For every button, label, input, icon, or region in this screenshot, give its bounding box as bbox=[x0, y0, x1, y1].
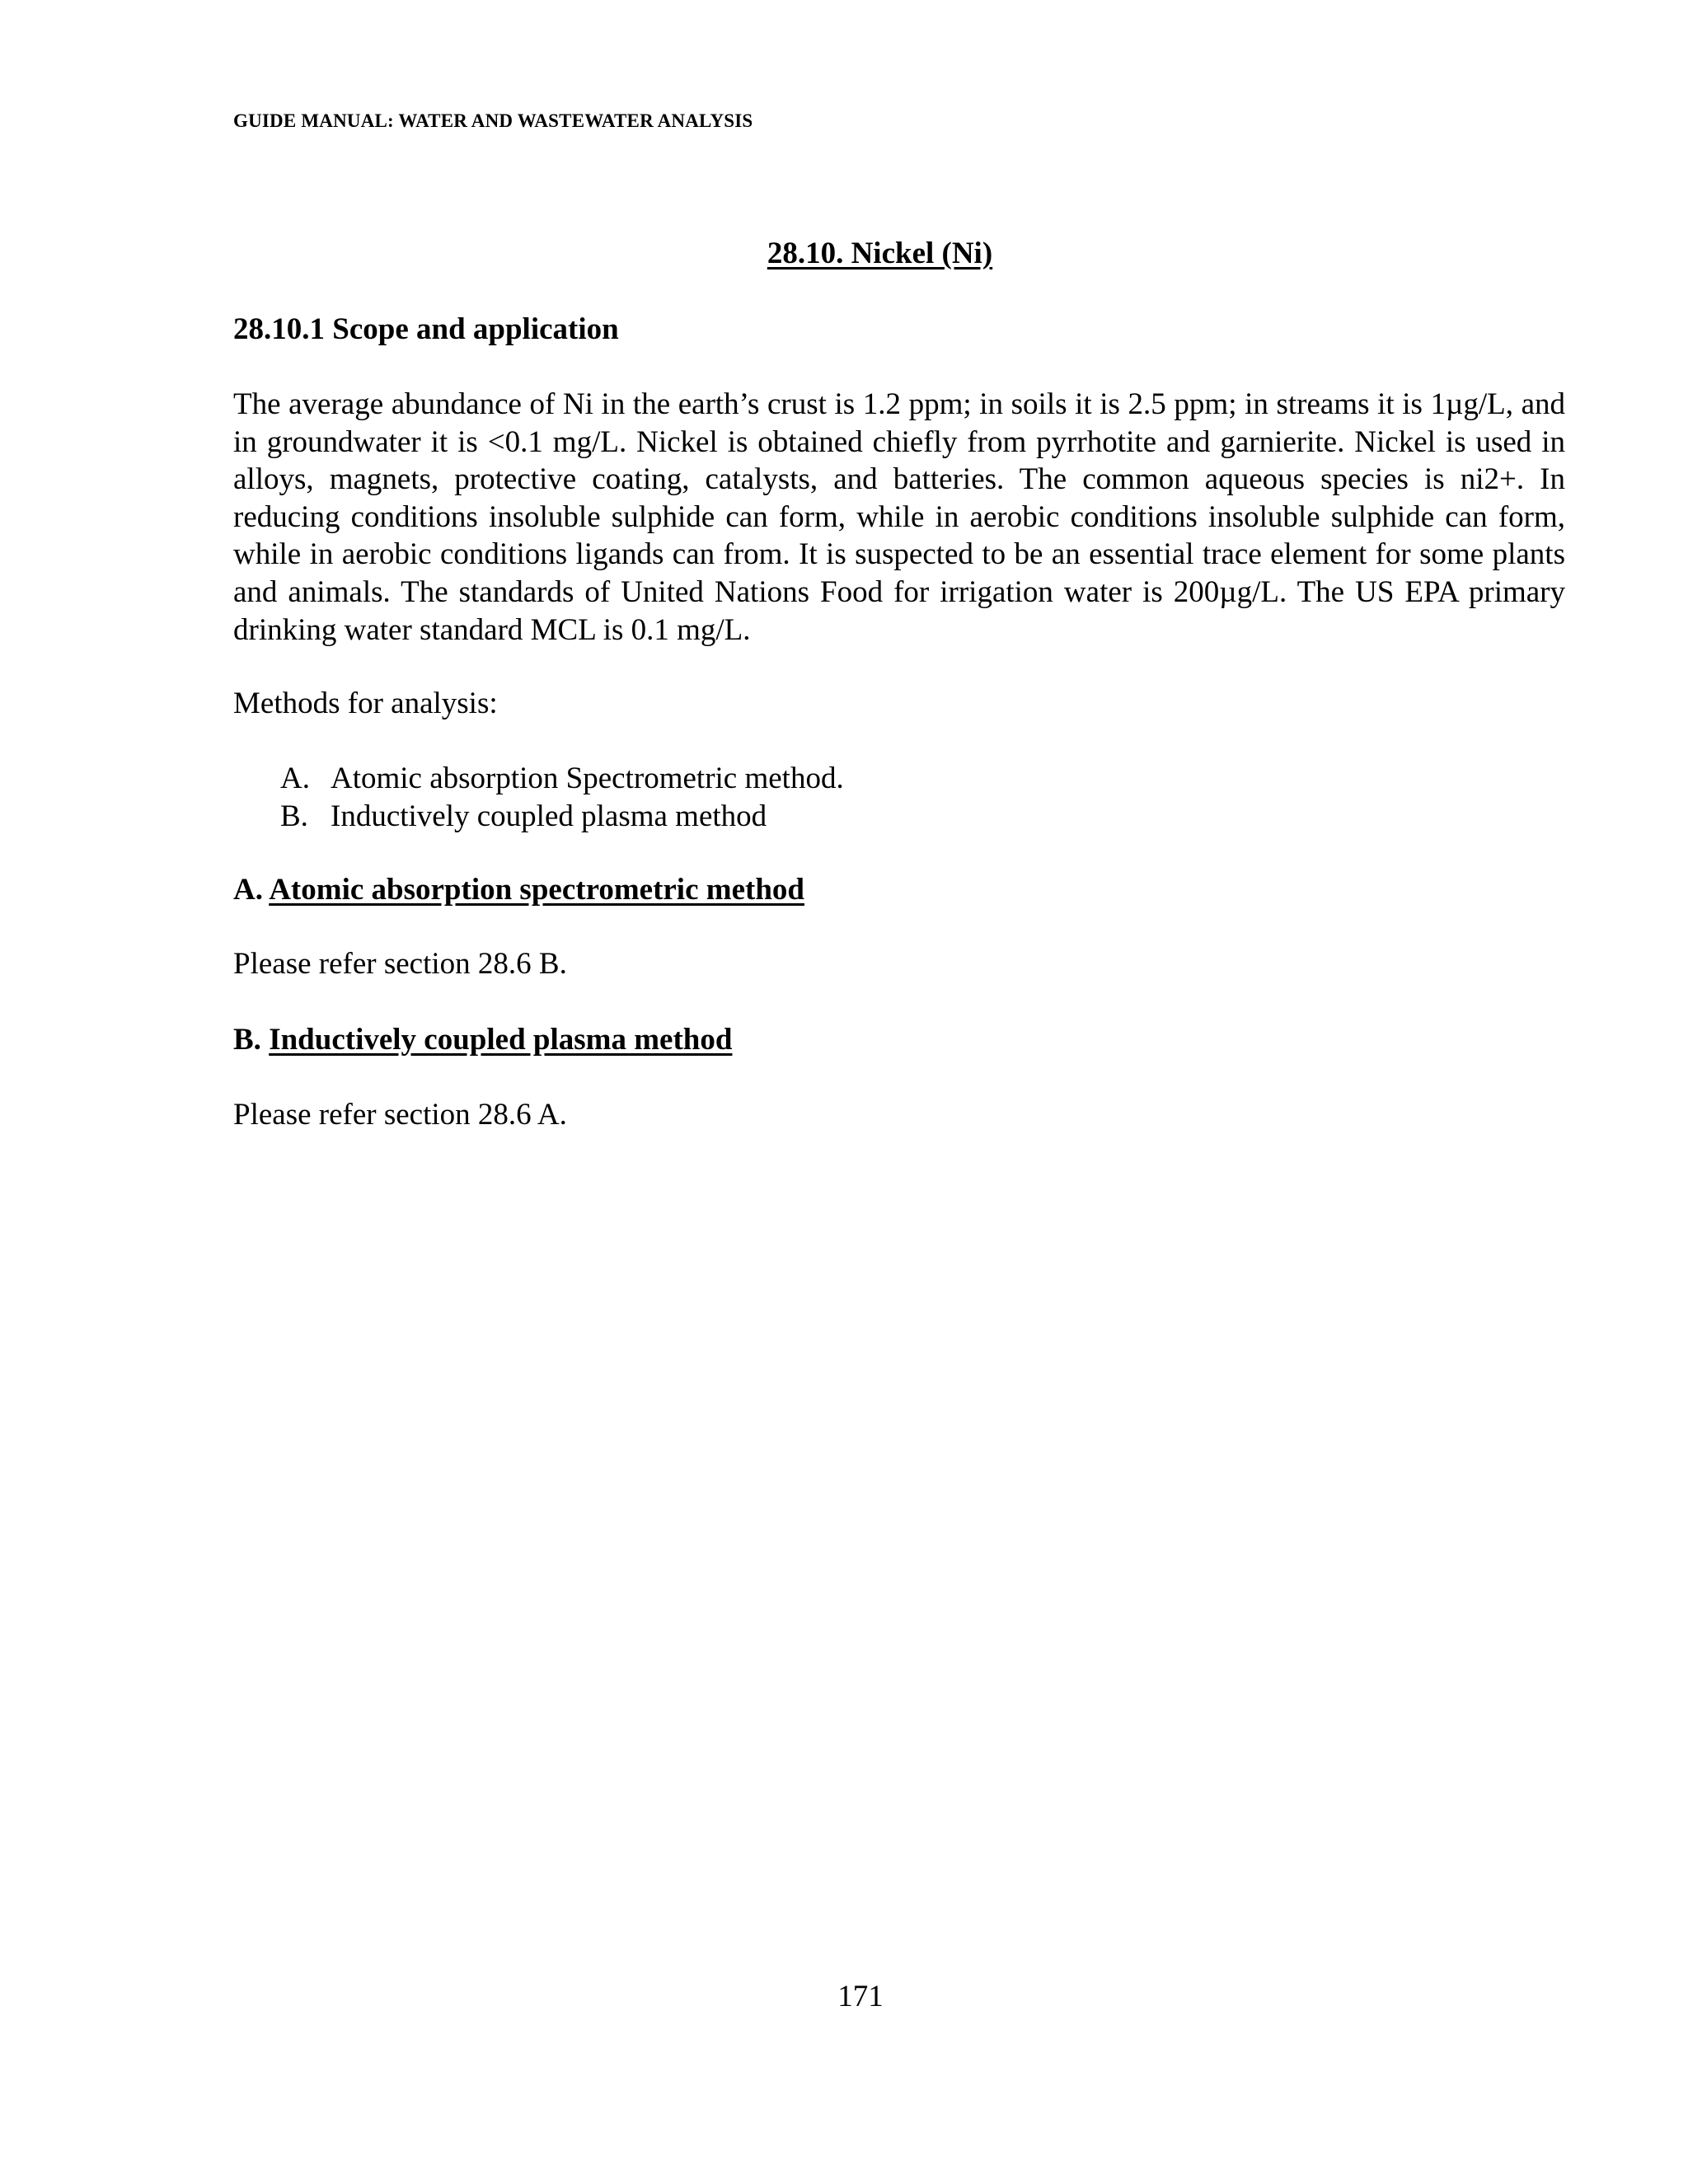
method-a-heading bbox=[233, 872, 804, 907]
list-item-label: Inductively coupled plasma method bbox=[331, 799, 767, 833]
methods-intro: Methods for analysis: bbox=[233, 687, 498, 720]
method-b-heading bbox=[233, 1022, 732, 1057]
list-item-label: Atomic absorption Spectrometric method. bbox=[331, 762, 844, 795]
method-b-reference: Please refer section 28.6 A. bbox=[233, 1098, 567, 1132]
method-b-title: Inductively coupled plasma method bbox=[269, 1023, 733, 1057]
method-a-title: Atomic absorption spectrometric method bbox=[269, 873, 804, 907]
list-marker: B. bbox=[280, 799, 308, 833]
page-number: 171 bbox=[837, 1980, 884, 2013]
scope-paragraph: The average abundance of Ni in the earth’s crust is 1.2 ppm; in soils it is 2.5 ppm; in streams it is 1µg/L, and in groundwater it is <0.1 mg/L. Nickel is obtained chiefly from pyrrhotite and garnierite. Nickel is used in alloys, magnets, protective coating, catalysts, and batteries. The common aqueous species is ni2+. In reducing conditions insoluble sulphide can form, while in aerobic conditions insoluble sulphide can form, while in aerobic conditions ligands can from. It is suspected to be an essential trace element for some plants and animals. The standards of United Nations Food for irrigation water is 200µg/L. The US EPA primary drinking water standard MCL is 0.1 mg/L. bbox=[233, 387, 1565, 647]
list-item bbox=[280, 798, 844, 836]
method-a-reference: Please refer section 28.6 B. bbox=[233, 947, 567, 981]
methods-list bbox=[280, 760, 844, 836]
method-b-prefix: B. bbox=[233, 1023, 261, 1057]
list-marker: A. bbox=[280, 762, 310, 795]
section-title: 28.10. Nickel (Ni) bbox=[767, 237, 993, 270]
list-item bbox=[280, 760, 844, 798]
subsection-title: 28.10.1 Scope and application bbox=[233, 312, 619, 346]
method-a-prefix: A. bbox=[233, 873, 263, 907]
running-header: GUIDE MANUAL: WATER AND WASTEWATER ANALYSIS bbox=[233, 110, 753, 131]
